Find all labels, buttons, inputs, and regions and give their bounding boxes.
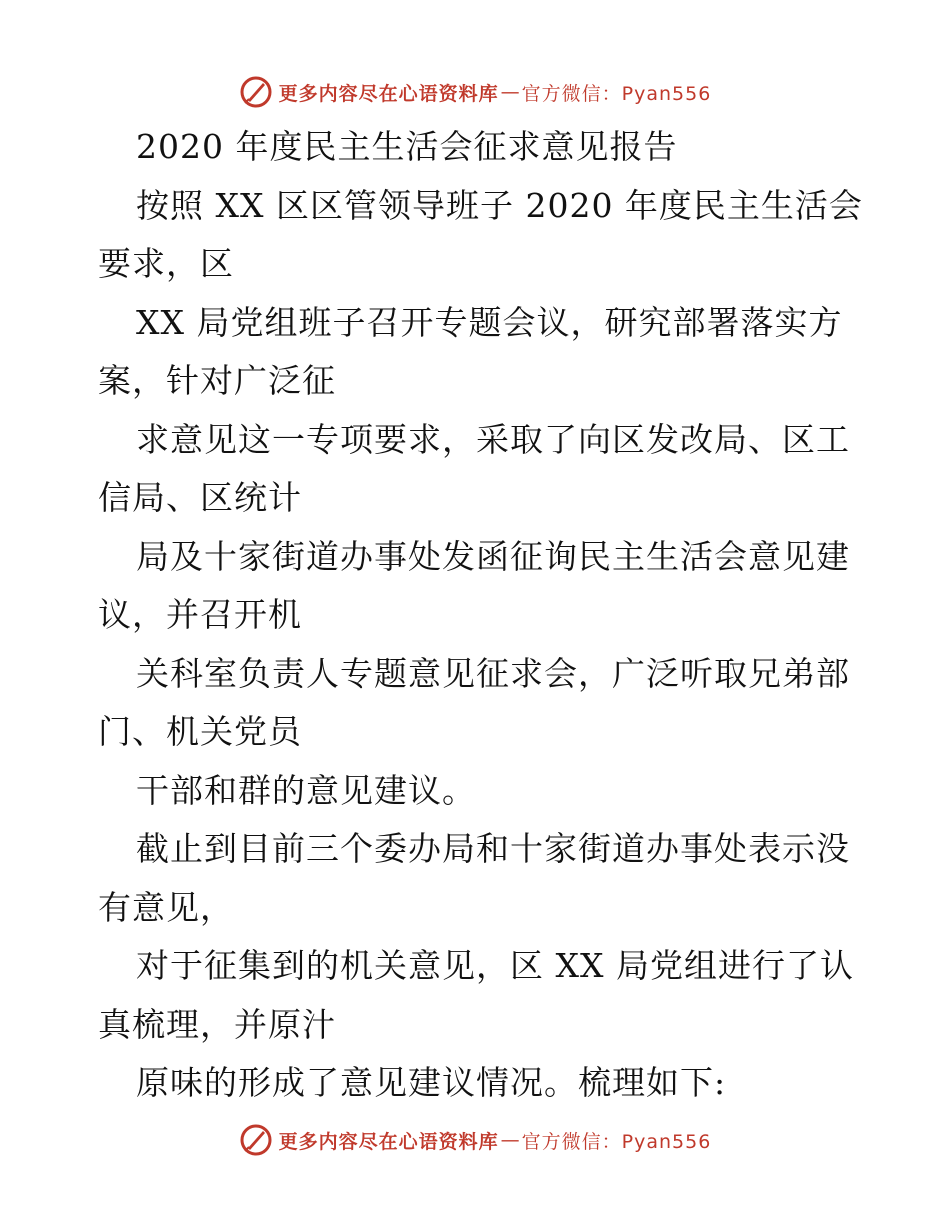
watermark-banner-top [0,72,950,112]
watermark-main-text: 更多内容尽在心语资料库 [278,82,499,105]
watermark-dash: — [500,81,520,103]
paragraph-line: 对于征集到的机关意见，区 XX 局党组进行了认 [136,946,854,985]
paragraph-line: 局及十家街道办事处发函征询民主生活会意见建 [136,536,850,576]
watermark-wechat-text: 官方微信：Pyan556 [521,1130,712,1153]
paragraph-line: 原味的形成了意见建议情况。梳理如下: [136,1063,727,1102]
watermark-banner-bottom [0,1120,950,1160]
paragraph-line: 真梳理，并原汁 [98,1004,336,1044]
paragraph-line: 干部和群的意见建议。 [136,770,476,810]
paragraph-line: XX 局党组班子召开专题会议，研究部署落实方 [136,302,843,342]
document-body [98,118,863,1113]
paragraph-line: 按照 XX 区区管领导班子 2020 年度民主生活会 [136,185,863,225]
document-title: 2020 年度民主生活会征求意见报告 [136,127,678,166]
watermark-dash: — [500,1129,520,1151]
paragraph-line: 信局、区统计 [98,478,302,517]
paragraph-line: 关科室负责人专题意见征求会，广泛听取兄弟部 [136,653,850,693]
paragraph-line: 有意见， [98,887,234,927]
paragraph-line: 案，针对广泛征 [98,361,336,400]
paragraph-line: 求意见这一专项要求，采取了向区发改局、区工 [136,419,850,459]
watermark-main-text: 更多内容尽在心语资料库 [278,1130,499,1153]
paragraph-line: 门、机关党员 [98,712,302,751]
quill-logo-icon [239,75,273,109]
paragraph-line: 要求，区 [98,244,234,283]
paragraph-line: 议，并召开机 [98,595,302,634]
paragraph-line: 截止到目前三个委办局和十家街道办事处表示没 [136,829,850,868]
watermark-wechat-text: 官方微信：Pyan556 [521,82,712,105]
quill-logo-icon [239,1123,273,1157]
